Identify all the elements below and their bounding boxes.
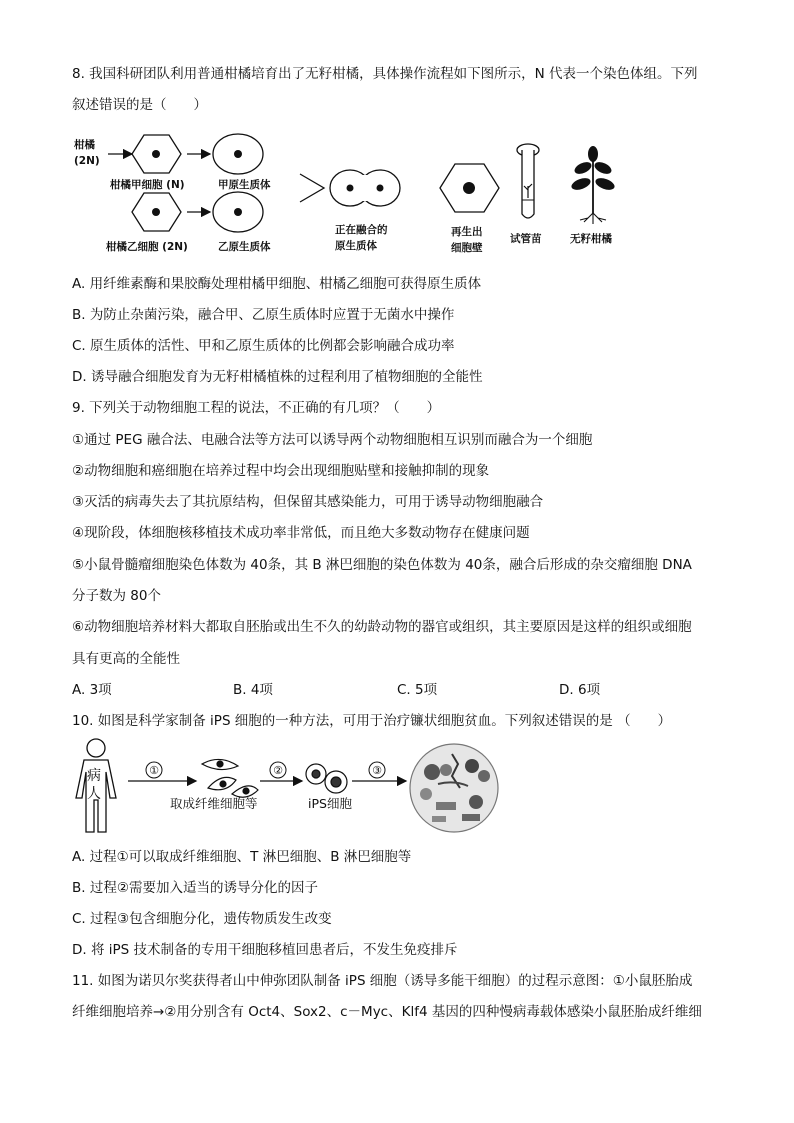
q9-stem: 9. 下列关于动物细胞工程的说法，不正确的有几项？（ ） (72, 400, 441, 416)
fusing-protoplasts-icon (330, 170, 400, 206)
q8-stem-line2: 叙述错误的是（ ） (72, 97, 207, 113)
q10-option-d: D. 将 iPS 技术制备的专用干细胞移植回患者后，不发生免疫排斥 (72, 942, 458, 958)
q9-item-6-cont: 具有更高的全能性 (72, 651, 180, 667)
q8-regen-label-2: 细胞壁 (451, 242, 483, 254)
fibroblast-cells-icon (202, 759, 258, 797)
q8-protoplast-b-label: 乙原生质体 (218, 241, 271, 253)
test-tube-icon (517, 144, 539, 218)
q9-choice-d: D. 6项 (559, 682, 601, 698)
cell-b-hexagon-icon (132, 193, 181, 231)
patient-char-2: 人 (87, 786, 101, 802)
q8-protoplast-a-label: 甲原生质体 (218, 179, 271, 191)
q9-item-5-cont: 分子数为 80个 (72, 588, 161, 604)
q8-option-d: D. 诱导融合细胞发育为无籽柑橘植株的过程利用了植物细胞的全能性 (72, 369, 483, 385)
q9-choice-b: B. 4项 (233, 682, 273, 698)
q9-item-4: ④现阶段，体细胞核移植技术成功率非常低，而且绝大多数动物存在健康问题 (72, 525, 530, 541)
q8-protoplast-fusion-diagram (70, 128, 640, 256)
protoplast-a-icon (213, 134, 263, 174)
q8-start-label-2: (2N) (74, 155, 100, 167)
patient-char-1: 病 (87, 768, 101, 784)
q8-option-c: C. 原生质体的活性、甲和乙原生质体的比例都会影响融合成功率 (72, 338, 455, 354)
q8-fusing-label-2: 原生质体 (335, 240, 377, 252)
protoplast-b-icon (213, 192, 263, 232)
differentiated-cells-dish-icon (410, 744, 498, 832)
q9-choice-a: A. 3项 (72, 682, 112, 698)
q10-stem: 10. 如图是科学家制备 iPS 细胞的一种方法，可用于治疗镰状细胞贫血。下列叙述错误的是 （ ） (72, 713, 672, 729)
q9-item-2: ②动物细胞和癌细胞在培养过程中均会出现细胞贴壁和接触抑制的现象 (72, 463, 490, 479)
q9-item-1: ①通过 PEG 融合法、电融合法等方法可以诱导两个动物细胞相互识别而融合为一个细胞 (72, 432, 593, 448)
q11-line2: 纤维细胞培养→②用分别含有 Oct4、Sox2、c－Myc、Klf4 基因的四种慢病毒载体感染小鼠胚胎成纤维细 (72, 1004, 702, 1020)
q8-option-b: B. 为防止杂菌污染，融合甲、乙原生质体时应置于无菌水中操作 (72, 307, 455, 323)
q10-option-b: B. 过程②需要加入适当的诱导分化的因子 (72, 880, 318, 896)
q8-plant-label: 无籽柑橘 (570, 233, 612, 245)
q9-item-5: ⑤小鼠骨髓瘤细胞染色体数为 40条，其 B 淋巴细胞的染色体数为 40条，融合后形成的杂交瘤细胞 DNA (72, 557, 692, 573)
step3-label: ③ (372, 764, 382, 777)
q10-ips-diagram (70, 736, 500, 838)
q8-start-label-1: 柑橘 (74, 139, 95, 151)
seedless-citrus-plant-icon (570, 146, 616, 224)
q8-cell-b-label: 柑橘乙细胞 (2N) (106, 241, 188, 253)
ips-label: iPS细胞 (308, 796, 352, 811)
q8-option-a: A. 用纤维素酶和果胶酶处理柑橘甲细胞、柑橘乙细胞可获得原生质体 (72, 276, 482, 292)
q11-line1: 11. 如图为诺贝尔奖获得者山中伸弥团队制备 iPS 细胞（诱导多能干细胞）的过程示意图：①小鼠胚胎成 (72, 973, 693, 989)
q8-stem-line1: 8. 我国科研团队利用普通柑橘培育出了无籽柑橘，具体操作流程如下图所示，N 代表一个染色体组。下列 (72, 66, 698, 82)
fibroblast-label: 取成纤维细胞等 (170, 796, 258, 811)
q9-item-6: ⑥动物细胞培养材料大都取自胚胎或出生不久的幼龄动物的器官或组织，其主要原因是这样的组织或细胞 (72, 619, 692, 635)
step2-label: ② (273, 764, 283, 777)
regenerated-cell-wall-icon (440, 164, 499, 212)
q10-option-a: A. 过程①可以取成纤维细胞、T 淋巴细胞、B 淋巴细胞等 (72, 849, 412, 865)
q10-option-c: C. 过程③包含细胞分化，遗传物质发生改变 (72, 911, 332, 927)
cell-a-hexagon-icon (132, 135, 181, 173)
q8-cell-a-label: 柑橘甲细胞 (N) (110, 179, 185, 191)
q8-tube-label: 试管苗 (510, 233, 542, 245)
q9-choice-c: C. 5项 (397, 682, 438, 698)
step1-label: ① (149, 764, 159, 777)
q9-item-3: ③灭活的病毒失去了其抗原结构，但保留其感染能力，可用于诱导动物细胞融合 (72, 494, 544, 510)
ips-cells-icon (306, 764, 347, 793)
q8-regen-label-1: 再生出 (451, 226, 483, 238)
q8-fusing-label-1: 正在融合的 (335, 224, 388, 236)
